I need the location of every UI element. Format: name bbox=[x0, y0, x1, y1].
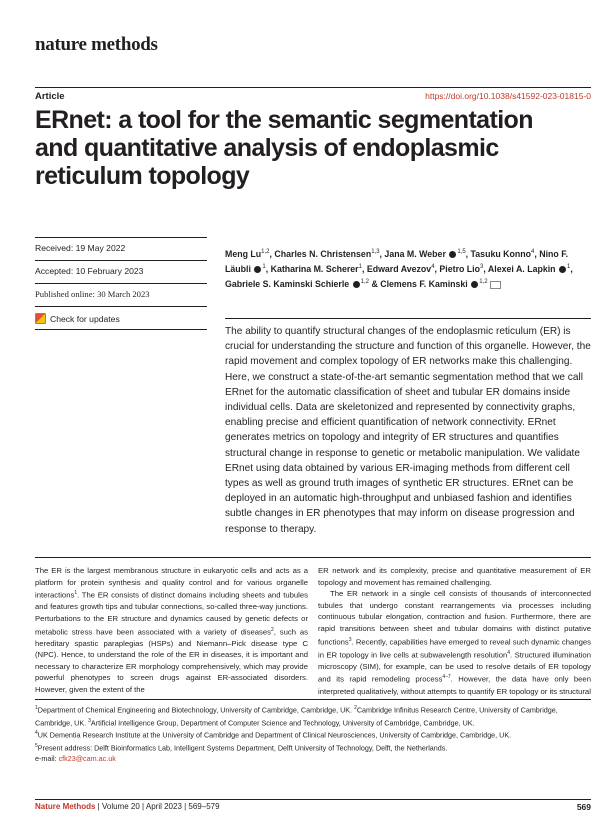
footer-citation bbox=[35, 802, 220, 811]
body-paragraph: ER network and its complexity, precise and quantitative measurement of ER topology and movement has remained challenging. bbox=[318, 566, 591, 587]
author-sup: 1,2 bbox=[360, 279, 369, 286]
email-label: e-mail: bbox=[35, 753, 59, 763]
article-title bbox=[35, 106, 595, 190]
body-column-left bbox=[35, 565, 308, 696]
header-rule bbox=[35, 87, 591, 88]
email-line bbox=[35, 754, 591, 764]
author-sup: 1,2 bbox=[479, 279, 488, 286]
mail-icon[interactable] bbox=[490, 281, 501, 289]
citation[interactable]: 1 bbox=[74, 590, 78, 597]
orcid-icon[interactable] bbox=[254, 266, 261, 273]
title-line: ERnet: a tool for the semantic segmentation bbox=[35, 106, 533, 134]
author-sup: 1,3 bbox=[371, 249, 380, 255]
author-name[interactable]: Meng Lu bbox=[225, 248, 262, 259]
affiliation-line: $^1$Department of Chemical Engineering and Biotechnology, University of Cambridge, Cambridge, UK. $^2$Cambridge Infinitus Research Centre, University of Cambridge, Cambridge, UK. $^3$Artificial Intelligence Group, Department of Computer Science and Technology, University of Cambridge, Cambridge, UK. bbox=[35, 705, 558, 728]
author-sup: 1 bbox=[358, 264, 362, 271]
citation[interactable]: 2 bbox=[271, 626, 274, 633]
author-name[interactable]: , Nino F. Läubli bbox=[225, 248, 569, 275]
affiliations bbox=[35, 703, 591, 764]
check-updates-label: Check for updates bbox=[50, 313, 120, 324]
title-line: reticulum topology bbox=[35, 162, 250, 190]
published-date: Published online: 30 March 2023 bbox=[35, 283, 207, 306]
footer-journal[interactable]: Nature Methods bbox=[35, 802, 96, 811]
body-text: , such as hereditary spastic paraplegias (HSPs) and Niemann–Pick disease type C (NPC). Hence, to understand the role of the ER in diseases, it is important and necessary to characterize ER morphology comprehensively, which may provide powerful phenotypes to screen drugs against ER-associated disorders. However, given the extent of the bbox=[35, 627, 308, 695]
affiliation-text: UK Dementia Research Institute at the University of Cambridge and Department of Clinical Neurosciences, University of Cambridge, Cambridge, UK. bbox=[37, 730, 512, 740]
journal-brand[interactable]: nature methods bbox=[35, 34, 158, 55]
orcid-icon[interactable] bbox=[449, 251, 456, 258]
body-column-right bbox=[318, 565, 591, 697]
doi-link[interactable]: https://doi.org/10.1038/s41592-023-01815-0 bbox=[425, 91, 591, 101]
author-list bbox=[225, 246, 595, 291]
author-sup: 1,2 bbox=[261, 249, 270, 255]
citation[interactable]: 4 bbox=[507, 649, 511, 656]
author-sup: 3 bbox=[480, 264, 484, 271]
author-name[interactable]: , Charles N. Christensen bbox=[269, 248, 372, 259]
title-line: and quantitative analysis of endoplasmic bbox=[35, 134, 499, 162]
author-name[interactable]: , Gabriele S. Kaminski Schierle bbox=[225, 264, 573, 290]
footer-issue: | Volume 20 | April 2023 | 569–579 bbox=[95, 802, 220, 811]
author-sup: 4 bbox=[531, 249, 535, 255]
page-number: 569 bbox=[576, 802, 591, 812]
body-text: The ER network in a single cell consists of thousands of interconnected tubules that undergo constant rearrangements via processes including continuous tubular elongation, contraction and fusion. Furthermore, there are rapid transitions between sheet and tubular domains with distinct putative functions bbox=[318, 589, 591, 647]
author-sup: 1 bbox=[567, 264, 571, 271]
received-date: Received: 19 May 2022 bbox=[35, 237, 207, 260]
accepted-date: Accepted: 10 February 2023 bbox=[35, 260, 207, 283]
body-text: . However, the data have only been interpreted qualitatively, without attempts to quantify ER topology or its structural bbox=[318, 675, 591, 696]
check-updates-button[interactable] bbox=[35, 306, 207, 330]
author-name[interactable]: , Katharina M. Scherer bbox=[265, 264, 359, 275]
author-name[interactable]: & Clemens F. Kaminski bbox=[369, 279, 468, 290]
abstract-rule bbox=[225, 318, 591, 319]
orcid-icon[interactable] bbox=[353, 281, 360, 288]
email-link[interactable]: cfk23@cam.ac.uk bbox=[58, 753, 116, 763]
author-name[interactable]: , Pietro Lio bbox=[434, 264, 481, 275]
abstract: The ability to quantify structural changes of the endoplasmic reticulum (ER) is crucial for understanding the structure and function of this organelle. However, the rapid movement and complex topology of ER networks make this challenging. Here, we construct a state-of-the-art semantic segmentation method that we call ERnet for the automatic classification of sheet and tubular ER domains inside individual cells. Data are skeletonized and represented by connectivity graphs, enabling precise and efficient quantification of network connectivity. ERnet generates metrics on topology and integrity of ER structures and quantifies structural change in response to genetic or metabolic manipulation. We validate ERnet using data obtained by various ER-imaging methods from different cell types as well as ground truth images of synthetic ER structures. ERnet can be deployed in an automatic high-throughput and unbiased fashion and identifies subtle changes in ER phenotypes that may inform on disease progression and response to therapy. bbox=[225, 326, 591, 535]
article-type: Article bbox=[35, 91, 65, 102]
affiliation-line: $^4$UK Dementia Research Institute at the University of Cambridge and Department of Clinical Neurosciences, University of Cambridge, Cambridge, UK. bbox=[35, 730, 512, 740]
check-updates-icon bbox=[35, 313, 46, 324]
orcid-icon[interactable] bbox=[559, 266, 566, 273]
affiliations-rule bbox=[35, 699, 591, 700]
body-text: . Recently, capabilities have emerged to reveal such dynamic changes in ER topology in live cells at subwavelength resolution bbox=[318, 637, 591, 660]
footer-rule bbox=[35, 799, 591, 800]
body-paragraph bbox=[35, 565, 308, 696]
body-text: . The ER consists of distinct domains including sheets and tubules and features growth tips and tubular connections, so-called three-way junctions. Perturbations to the ER structure and dynamics caused by genetic defects or metabolic stress have been associated with a variety of diseases bbox=[35, 590, 308, 637]
affiliation-text: Artificial Intelligence Group, Department of Computer Science and Technology, University of Cambridge, Cambridge, UK. bbox=[90, 718, 475, 728]
dates-panel bbox=[35, 237, 207, 330]
orcid-icon[interactable] bbox=[471, 281, 478, 288]
body-rule bbox=[35, 557, 591, 558]
author-name[interactable]: , Alexei A. Lapkin bbox=[483, 264, 556, 275]
citation[interactable]: 4–7 bbox=[442, 674, 451, 681]
author-sup: 1 bbox=[262, 264, 266, 271]
body-text: The ER is the largest membranous structure in eukaryotic cells and acts as a platform for protein synthesis and quality control and for various organelle interactions bbox=[35, 566, 308, 600]
affiliation-line: $^5$Present address: Delft Bioinformatics Lab, Intelligent Systems Department, Delft University of Technology, Delft, the Netherlands. bbox=[35, 743, 448, 753]
body-paragraph bbox=[318, 588, 591, 697]
body-text: . Structured illumination microscopy (SIM), for example, can be used to resolve details of ER topology and its rapid remodeling process bbox=[318, 650, 591, 685]
author-name[interactable]: , Tasuku Konno bbox=[465, 248, 531, 259]
author-sup: 1,5 bbox=[457, 249, 466, 255]
citation[interactable]: 3 bbox=[348, 636, 352, 643]
affiliation-text: Department of Chemical Engineering and Biotechnology, University of Cambridge, Cambridge, UK. bbox=[37, 705, 355, 715]
affiliation-text: Present address: Delft Bioinformatics Lab, Intelligent Systems Department, Delft University of Technology, Delft, the Netherlands. bbox=[37, 743, 448, 753]
author-name[interactable]: , Edward Avezov bbox=[361, 264, 432, 275]
author-name[interactable]: , Jana M. Weber bbox=[379, 248, 446, 259]
author-sup: 4 bbox=[431, 264, 435, 271]
affiliation-text: Cambridge Infinitus Research Centre, University of Cambridge, Cambridge, UK. bbox=[35, 705, 558, 728]
